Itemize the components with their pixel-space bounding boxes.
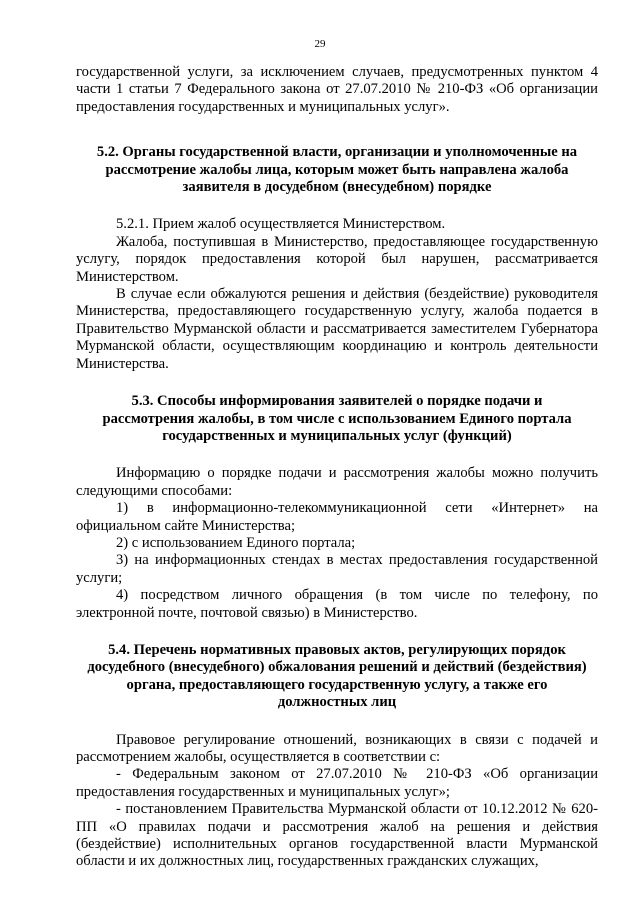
page-number: 29 [314, 38, 326, 50]
section-5-4-heading: 5.4. Перечень нормативных правовых актов, регулирующих порядок досудебного (внесудебного) обжалования решений и действий (бездействия) органа, предоставляющего государственную услугу, а также его должностных лиц [87, 641, 587, 711]
section-5-3-list-item: 3) на информационных стендах в местах предоставления государственной услуги; [76, 552, 598, 586]
section-5-3-list-item: 4) посредством личного обращения (в том числе по телефону, по электронной почте, почтовой связью) в Министерство. [76, 587, 598, 621]
section-5-3-list-item: 2) с использованием Единого портала; [116, 534, 356, 551]
section-5-3-heading: 5.3. Способы информирования заявителей о порядке подачи и рассмотрения жалобы, в том числе с использованием Единого портала государственных и муниципальных услуг (функций) [102, 393, 572, 444]
section-5-2-paragraph: В случае если обжалуются решения и действия (бездействие) руководителя Министерства, предоставляющего государственную услугу, жалоба подается в Правительство Мурманской области и рассматривается заместителем Губернатора Мурманской области, осуществляющим координацию и контроль деятельности Министерства. [76, 286, 598, 372]
intro-paragraph: государственной услуги, за исключением случаев, предусмотренных пунктом 4 части 1 статьи 7 Федерального закона от 27.07.2010 № 210-ФЗ «Об организации предоставления государственных и муниципальных услуг». [76, 64, 598, 115]
section-5-4-list-item: - Федеральным законом от 27.07.2010 № 210-ФЗ «Об организации предоставления государственных и муниципальных услуг»; [76, 766, 598, 800]
section-5-4-paragraph: Правовое регулирование отношений, возникающих в связи с подачей и рассмотрением жалобы, осуществляется в соответствии с: [76, 731, 598, 765]
section-5-3-list-item: 1) в информационно-телекоммуникационной сети «Интернет» на официальном сайте Министерства; [76, 500, 598, 534]
section-5-2-heading: 5.2. Органы государственной власти, организации и уполномоченные на рассмотрение жалобы лица, которым может быть направлена жалоба заявителя в досудебном (внесудебном) порядке [96, 144, 578, 196]
document-body [76, 64, 598, 871]
section-5-2-paragraph: 5.2.1. Прием жалоб осуществляется Министерством. [116, 216, 446, 233]
section-5-3-paragraph: Информацию о порядке подачи и рассмотрения жалобы можно получить следующими способами: [76, 465, 598, 499]
section-5-2-paragraph: Жалоба, поступившая в Министерство, предоставляющее государственную услугу, порядок предоставления которой был нарушен, рассматривается Министерством. [76, 233, 598, 285]
section-5-4-list-item: - постановлением Правительства Мурманской области от 10.12.2012 № 620-ПП «О правилах подачи и рассмотрения жалоб на решения и действия (бездействие) исполнительных органов государственной власти Мурманской области и их должностных лиц, государственных гражданских служащих, [76, 801, 598, 870]
